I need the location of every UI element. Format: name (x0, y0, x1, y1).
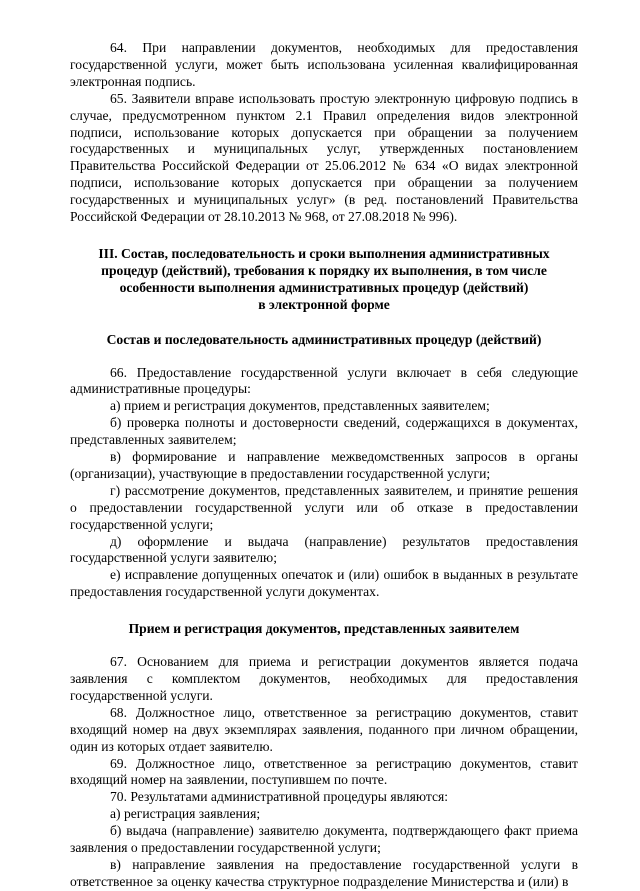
paragraph-68: 68. Должностное лицо, ответственное за регистрацию документов, ставит входящий номер на двух экземплярах заявления, поданного при личном обращении, один из которых отдает заявителю. (70, 704, 578, 754)
paragraph-66: 66. Предоставление государственной услуги включает в себя следующие административные процедуры: (70, 364, 578, 397)
paragraph-65: 65. Заявители вправе использовать простую электронную цифровую подпись в случае, предусмотренном пунктом 2.1 Правил определения видов электронной подписи, использование которых допускается при обращении за получением государственных и муниципальных услуг, утвержденных постановлением Правительства Российской Федерации от 25.06.2012 № 634 «О видах электронной подписи, использование которых допускается при обращении за получением государственных и муниципальных услуг» (в ред. постановлений Правительства Российской Федерации от 28.10.2013 № 968, от 27.08.2018 № 996). (70, 90, 578, 225)
section-heading-line: особенности выполнения административных процедур (действий) (119, 279, 529, 295)
list-item-e: е) исправление допущенных опечаток и (или) ошибок в выданных в результате предоставления государственной услуги документах. (70, 567, 578, 600)
paragraph-64: 64. При направлении документов, необходимых для предоставления государственной услуги, может быть использована усиленная квалифицированная электронная подпись. (70, 40, 578, 89)
list-item-b: б) проверка полноты и достоверности сведений, содержащихся в документах, представленных заявителем; (70, 415, 578, 448)
list-item-v: в) формирование и направление межведомственных запросов в органы (организации), участвующие в предоставлении государственной услуги; (70, 449, 578, 481)
list-item-d: д) оформление и выдача (направление) результатов предоставления государственной услуги заявителю; (70, 533, 578, 566)
paragraph-67: 67. Основанием для приема и регистрации документов является подача заявления с комплектом документов, необходимых для предоставления государственной услуги. (70, 654, 578, 703)
paragraph-69: 69. Должностное лицо, ответственное за регистрацию документов, ставит входящий номер на заявлении, поступившем по почте. (70, 755, 578, 788)
list-item-g: г) рассмотрение документов, представленных заявителем, и принятие решения о предоставлении государственной услуги или об отказе в предоставлении государственной услуги; (70, 482, 578, 532)
subheading-reception: Прием и регистрация документов, представленных заявителем (128, 621, 520, 637)
result-item-a: а) регистрация заявления; (110, 806, 261, 822)
subheading-procedures: Состав и последовательность административных процедур (действий) (106, 331, 542, 347)
section-heading-line: III. Состав, последовательность и сроки выполнения административных (98, 245, 550, 261)
paragraph-70: 70. Результатами административной процедуры являются: (110, 789, 449, 805)
result-item-v: в) направление заявления на предоставление государственной услуги в ответственное за оценку качества структурное подразделение Министерства и (или) в (70, 856, 578, 889)
section-heading (70, 246, 578, 314)
section-heading-line: в электронной форме (258, 296, 390, 312)
list-item-a: а) прием и регистрация документов, представленных заявителем; (110, 398, 490, 414)
section-heading-line: процедур (действий), требования к порядку их выполнения, в том числе (101, 262, 547, 278)
result-item-b: б) выдача (направление) заявителю документа, подтверждающего факт приема заявления о предоставлении государственной услуги; (70, 823, 578, 856)
